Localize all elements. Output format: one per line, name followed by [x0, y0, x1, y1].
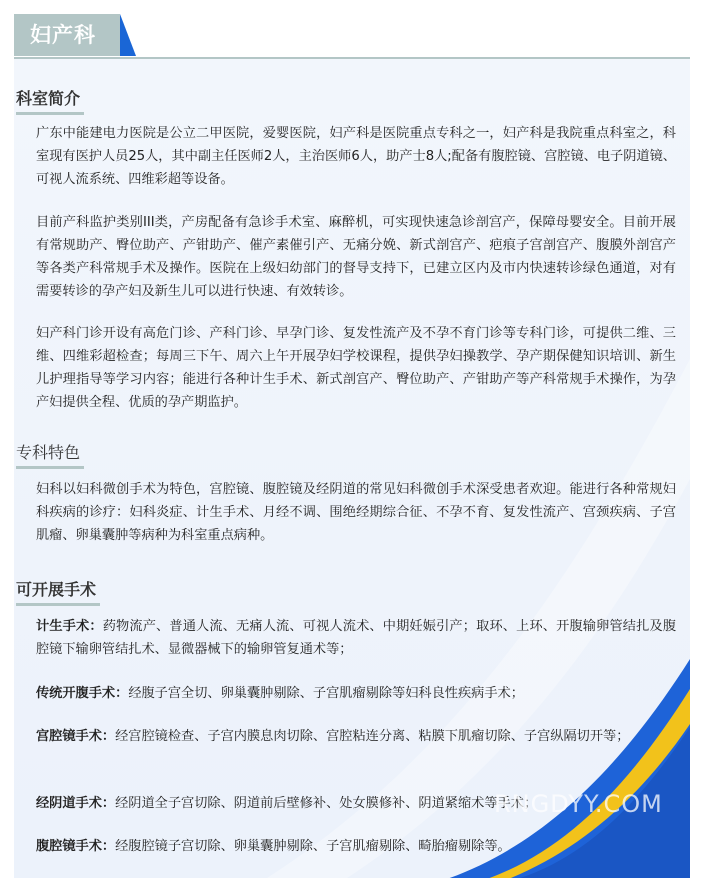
specialty-paragraph: 妇科以妇科微创手术为特色，宫腔镜、腹腔镜及经阴道的常见妇科微创手术深受患者欢迎。能进行各种常规妇科疾病的诊疗：妇科炎症、计生手术、月经不调、围绝经期综合征、不孕不育、复发性流产、宫颈疾病、子宫肌瘤、卵巢囊肿等病种为科室重点病种。 [36, 482, 676, 543]
surgery-item-text: 经阴道全子宫切除、阴道前后壁修补、处女膜修补、阴道紧缩术等手术； [115, 796, 538, 811]
title-accent-triangle [120, 14, 136, 56]
surgery-item-label: 计生手术： [36, 619, 103, 634]
watermark-text: RNGDYY.COM [494, 790, 663, 818]
surgery-item-text: 经腹子宫全切、卵巢囊肿剔除、子宫肌瘤剔除等妇科良性疾病手术； [128, 686, 524, 701]
surgery-item-label: 腹腔镜手术： [36, 839, 116, 854]
intro-paragraph-1: 广东中能建电力医院是公立二甲医院，爱婴医院，妇产科是医院重点专科之一，妇产科是我院重点科室之，科室现有医护人员25人，其中副主任医师2人，主治医师6人，助产士8人;配备有腹腔镜、宫腔镜、电子阴道镜、可视人流系统、四维彩超等设备。 [36, 126, 676, 187]
surgery-item [36, 615, 676, 661]
surgery-item-label: 经阴道手术： [36, 796, 116, 811]
intro-paragraph-3: 妇产科门诊开设有高危门诊、产科门诊、早孕门诊、复发性流产及不孕不育门诊等专科门诊，可提供二维、三维、四维彩超检查；每周三下午、周六上午开展孕妇学校课程，提供孕妇操教学、孕产期保健知识培训、新生儿护理指导等学习内容；能进行各种计生手术、新式剖宫产、臀位助产、产钳助产等产科常规手术操作，为孕产妇提供全程、优质的孕产期监护。 [36, 326, 676, 410]
section-heading-surgeries: 可开展手术 [16, 580, 100, 606]
surgery-item-label: 宫腔镜手术： [36, 729, 116, 744]
content-panel [14, 57, 690, 878]
page-title: 妇产科 [14, 14, 120, 56]
surgery-item-text: 经宫腔镜检查、子宫内膜息肉切除、宫腔粘连分离、粘膜下肌瘤切除、子宫纵隔切开等； [115, 729, 630, 744]
intro-paragraph-2: 目前产科监护类别III类，产房配备有急诊手术室、麻醉机，可实现快速急诊剖宫产，保障母婴安全。目前开展有常规助产、臀位助产、产钳助产、催产素催引产、无痛分娩、新式剖宫产、疤痕子宫剖宫产、腹膜外剖宫产等各类产科常规手术及操作。医院在上级妇幼部门的督导支持下，已建立区内及市内快速转诊绿色通道，对有需要转诊的孕产妇及新生儿可以进行快速、有效转诊。 [36, 215, 676, 299]
surgery-item-text: 药物流产、普通人流、无痛人流、可视人流术、中期妊娠引产；取环、上环、开腹输卵管结扎及腹腔镜下输卵管结扎术、显微器械下的输卵管复通术等； [36, 619, 677, 657]
surgery-item-label: 传统开腹手术： [36, 686, 129, 701]
section-heading-intro: 科室简介 [16, 89, 84, 115]
section-heading-specialty: 专科特色 [16, 443, 84, 469]
surgery-item [36, 725, 676, 748]
surgery-item [36, 682, 676, 705]
page-title-banner [14, 14, 136, 56]
surgery-item-text: 经腹腔镜子宫切除、卵巢囊肿剔除、子宫肌瘤剔除、畸胎瘤剔除等。 [115, 839, 511, 854]
surgery-item [36, 835, 676, 858]
